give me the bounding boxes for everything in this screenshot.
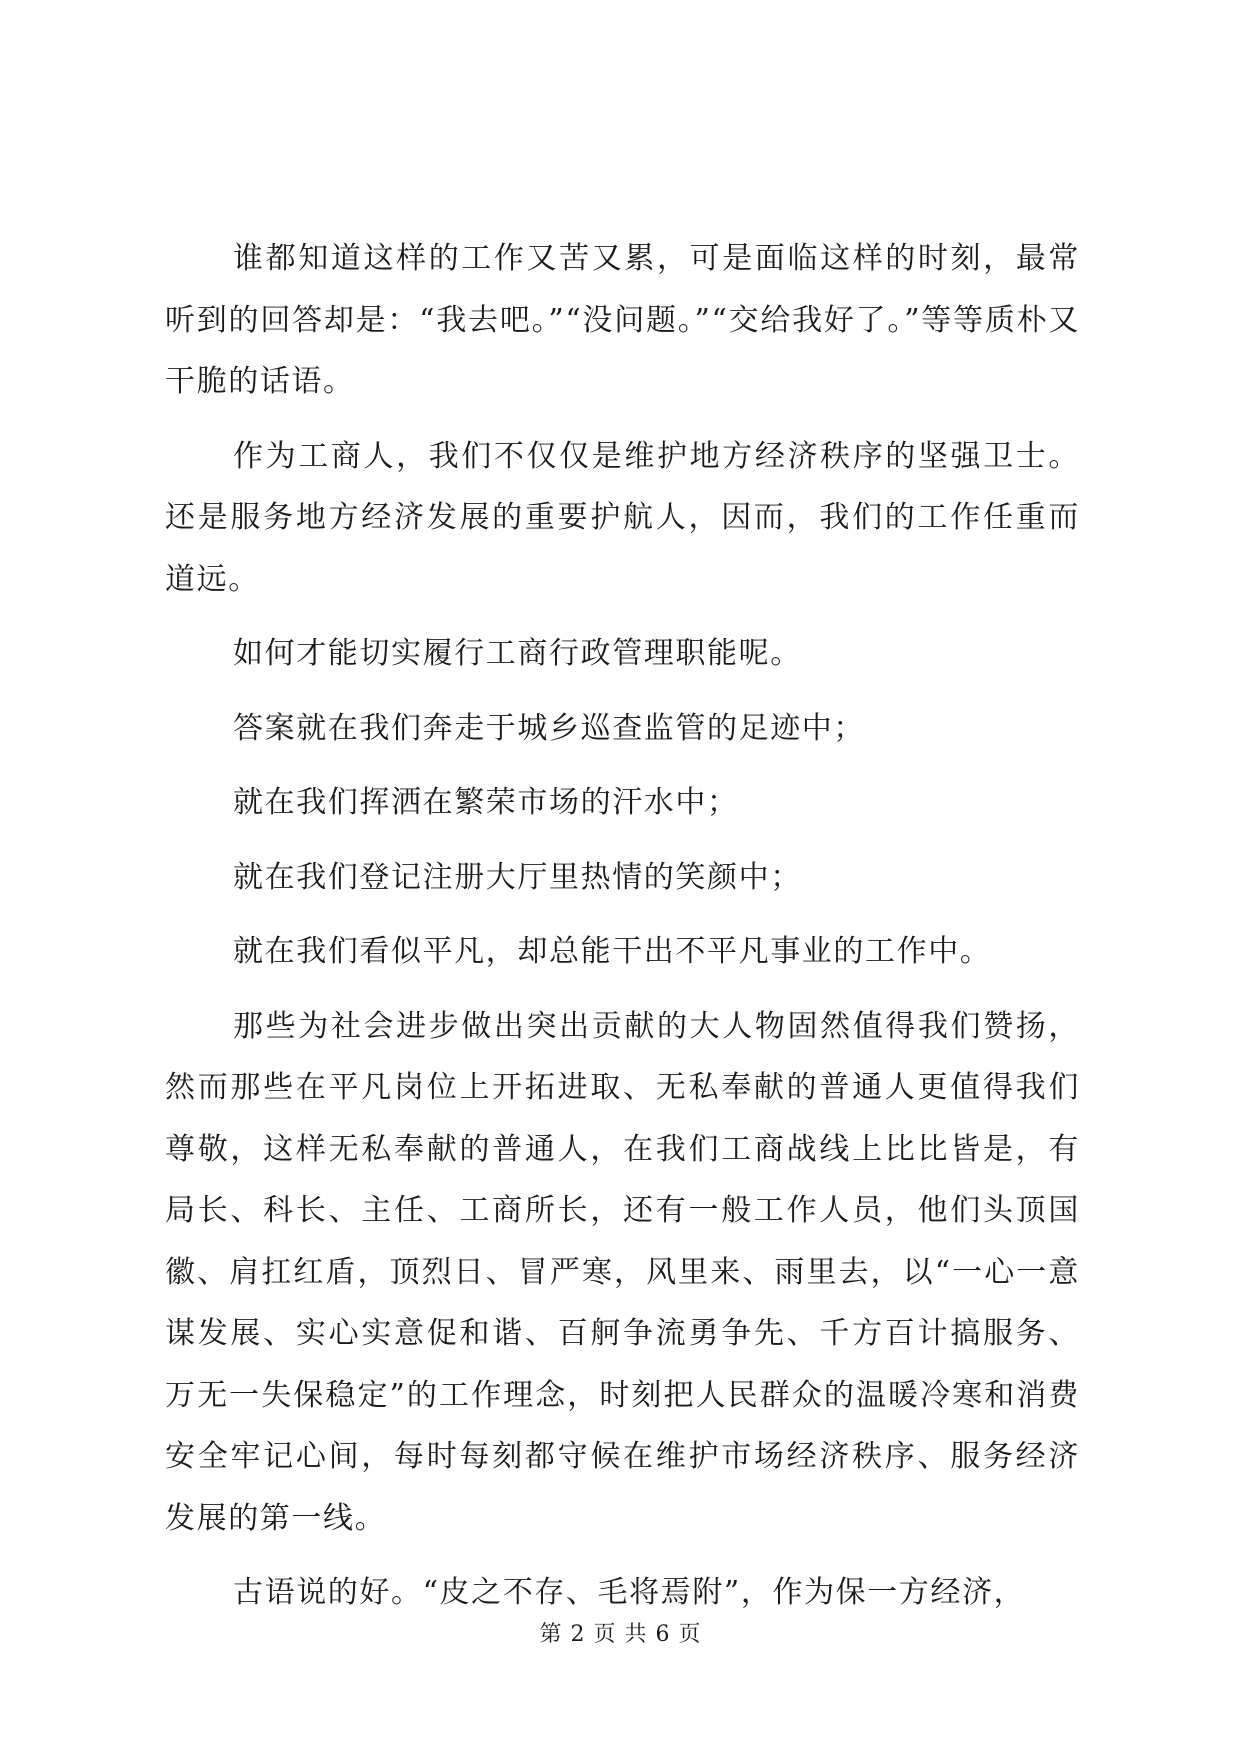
paragraph-4: 答案就在我们奔走于城乡巡查监管的足迹中；: [233, 710, 865, 746]
document-body: [165, 228, 1080, 1637]
paragraph-5: 就在我们挥洒在繁荣市场的汗水中；: [233, 785, 739, 820]
paragraph-7: 就在我们看似平凡，却总能干出不平凡事业的工作中。: [233, 934, 992, 969]
paragraph-9: 古语说的好。“皮之不存、毛将焉附”，作为保一方经济，: [233, 1575, 1026, 1610]
paragraph-3: 如何才能切实履行工商行政管理职能呢。: [233, 636, 802, 671]
paragraph-2: 作为工商人，我们不仅仅是维护地方经济秩序的坚强卫士。还是服务地方经济发展的重要护航人，因而，我们的工作任重而道远。: [165, 438, 1080, 597]
paragraph-6: 就在我们登记注册大厅里热情的笑颜中；: [233, 859, 802, 895]
paragraph-8: 那些为社会进步做出突出贡献的大人物固然值得我们赞扬，然而那些在平凡岗位上开拓进取、无私奉献的普通人更值得我们尊敬，这样无私奉献的普通人，在我们工商战线上比比皆是，有局长、科长、主任、工商所长，还有一般工作人员，他们头顶国徽、肩扛红盾，顶烈日、冒严寒，风里来、雨里去，以“一心一意谋发展、实心实意促和谐、百舸争流勇争先、千方百计搞服务、万无一失保稳定”的工作理念，时刻把人民群众的温暖冷寒和消费安全牢记心间，每时每刻都守候在维护市场经济秩序、服务经济发展的第一线。: [165, 1008, 1080, 1536]
paragraph-1: 谁都知道这样的工作又苦又累，可是面临这样的时刻，最常听到的回答却是：“我去吧。”“没问题。”“交给我好了。”等等质朴又干脆的话语。: [165, 241, 1080, 399]
page-footer: 第 2 页 共 6 页: [539, 1622, 702, 1647]
